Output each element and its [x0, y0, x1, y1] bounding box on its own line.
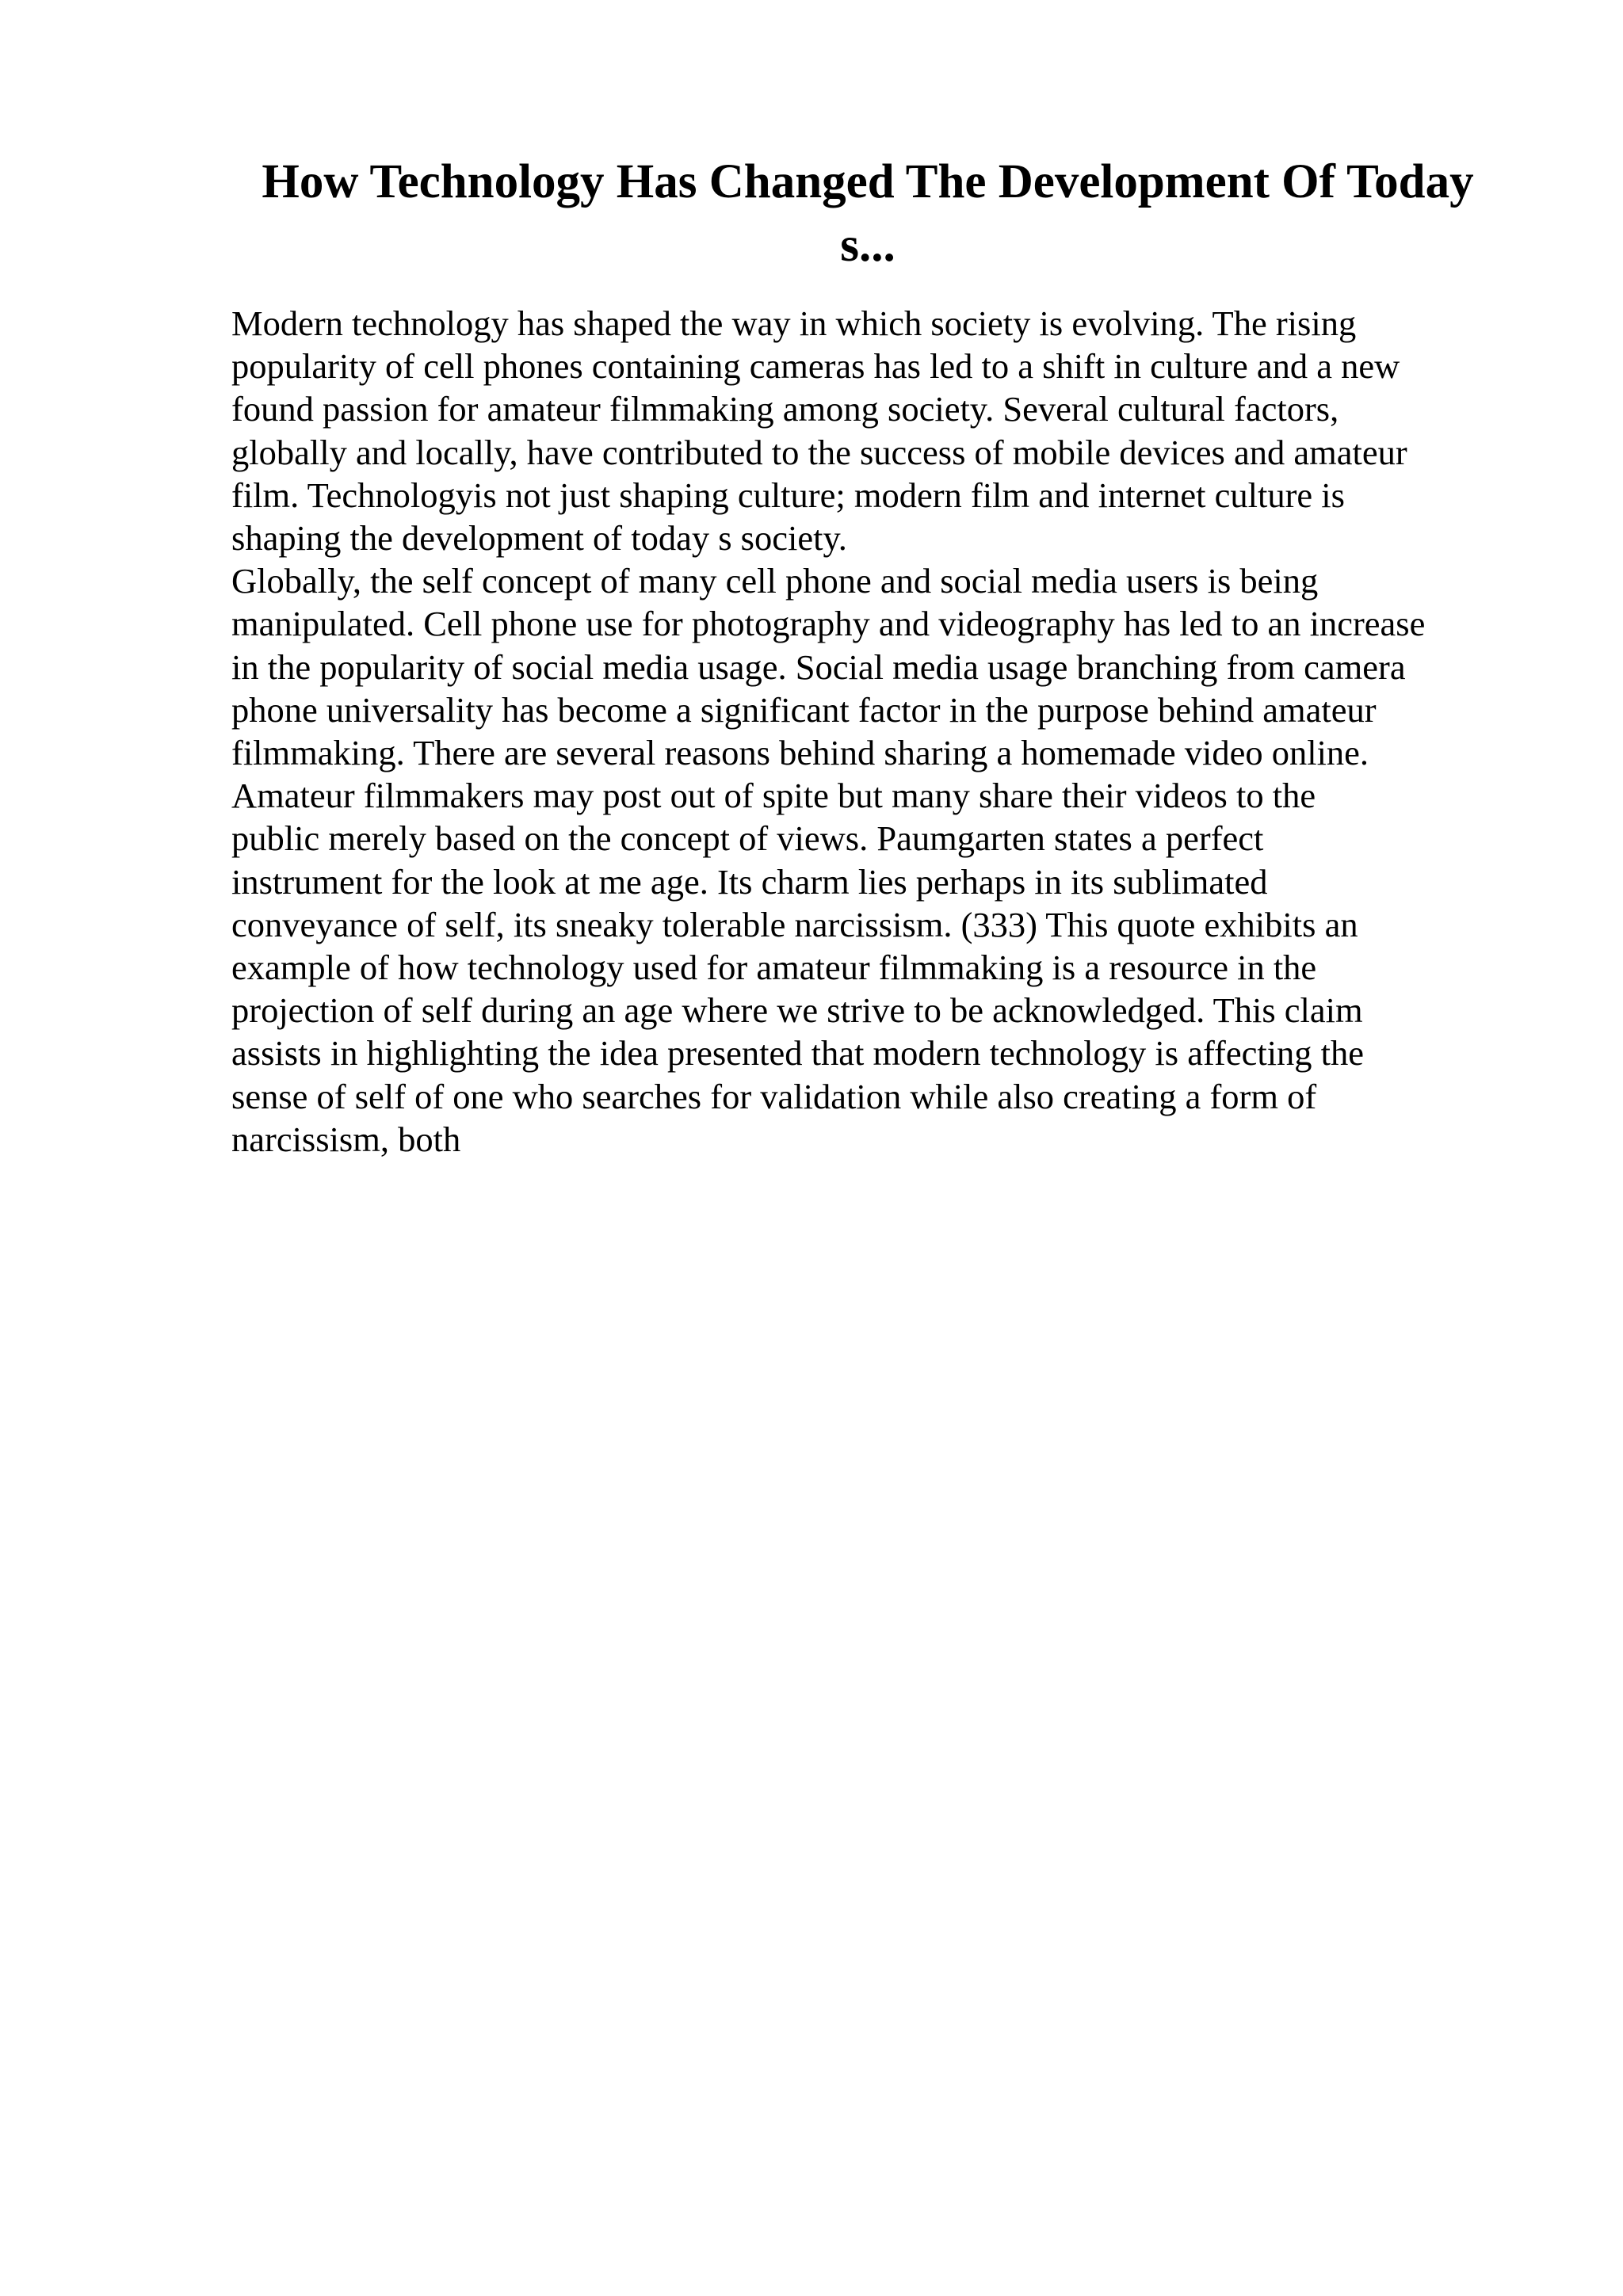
body-line: projection of self during an age where we strive to be acknowledged. This claim: [231, 990, 1363, 1031]
title-line-2: s...: [840, 219, 896, 272]
body-line: popularity of cell phones containing cameras has led to a shift in culture and a new: [231, 346, 1400, 387]
body-line: conveyance of self, its sneaky tolerable narcissism. (333) This quote exhibits an: [231, 904, 1358, 944]
body-line: instrument for the look at me age. Its charm lies perhaps in its sublimated: [231, 861, 1268, 902]
title-line-1: How Technology Has Changed The Development Of Today: [262, 155, 1474, 208]
body-line: example of how technology used for amateur filmmaking is a resource in the: [231, 948, 1317, 988]
body-line: assists in highlighting the idea presented that modern technology is affecting the: [231, 1033, 1365, 1074]
body-line: film. Technologyis not just shaping culture; modern film and internet culture is: [231, 475, 1345, 515]
body-line: narcissism, both: [231, 1119, 461, 1159]
body-line: globally and locally, have contributed to the success of mobile devices and amateur: [231, 432, 1407, 472]
body-line: manipulated. Cell phone use for photography and videography has led to an increase: [231, 604, 1426, 644]
body-line: Globally, the self concept of many cell phone and social media users is being: [231, 561, 1319, 601]
document-title: [230, 151, 1506, 277]
body-line: in the popularity of social media usage. Social media usage branching from camera: [231, 646, 1406, 687]
body-line: public merely based on the concept of views. Paumgarten states a perfect: [231, 818, 1264, 859]
body-line: sense of self of one who searches for validation while also creating a form of: [231, 1076, 1317, 1116]
body-line: phone universality has become a significant factor in the purpose behind amateur: [231, 689, 1377, 730]
essay-body: [231, 302, 1515, 1161]
body-line: Amateur filmmakers may post out of spite but many share their videos to the: [231, 776, 1316, 816]
body-line: Modern technology has shaped the way in which society is evolving. The rising: [231, 303, 1357, 343]
body-line: found passion for amateur filmmaking among society. Several cultural factors,: [231, 389, 1339, 429]
body-line: filmmaking. There are several reasons behind sharing a homemade video online.: [231, 733, 1369, 773]
body-line: shaping the development of today s society.: [231, 518, 847, 559]
